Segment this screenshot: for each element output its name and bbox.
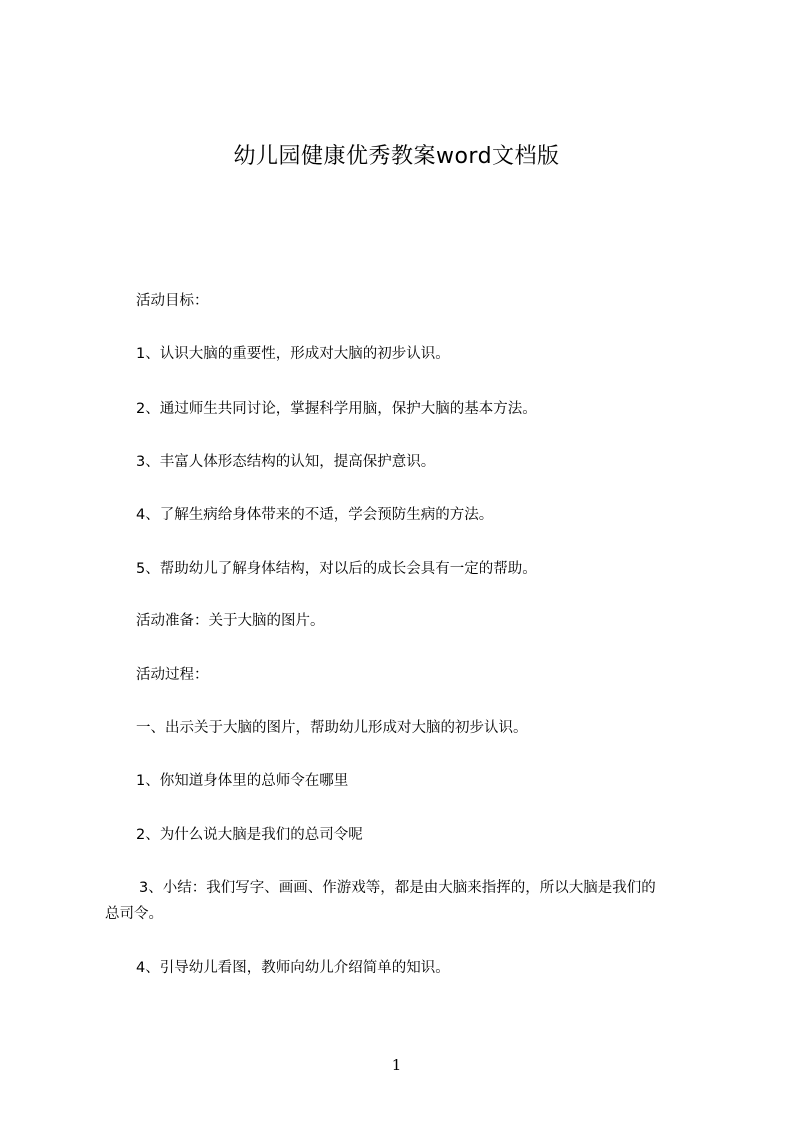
paragraph: 3、小结：我们写字、画画、作游戏等，都是由大脑来指挥的，所以大脑是我们的: [139, 880, 656, 896]
paragraph: 活动过程：: [136, 667, 209, 683]
paragraph: 活动目标：: [136, 293, 209, 309]
paragraph: 一、出示关于大脑的图片，帮助幼儿形成对大脑的初步认识。: [136, 720, 528, 736]
paragraph: 2、通过师生共同讨论，掌握科学用脑，保护大脑的基本方法。: [136, 401, 537, 417]
paragraph: 1、认识大脑的重要性，形成对大脑的初步认识。: [136, 346, 450, 362]
document-title: 幼儿园健康优秀教案word文档版: [233, 144, 560, 169]
paragraph: 5、帮助幼儿了解身体结构，对以后的成长会具有一定的帮助。: [136, 561, 537, 577]
paragraph: 4、了解生病给身体带来的不适，学会预防生病的方法。: [136, 507, 494, 523]
paragraph: 活动准备：关于大脑的图片。: [136, 613, 325, 629]
paragraph: 1、你知道身体里的总师令在哪里: [136, 773, 349, 789]
paragraph-continuation: 总司令。: [105, 906, 163, 922]
paragraph: 2、为什么说大脑是我们的总司令呢: [136, 827, 363, 843]
paragraph: 3、丰富人体形态结构的认知，提高保护意识。: [136, 454, 436, 470]
page-number: 1: [391, 1056, 402, 1074]
paragraph: 4、引导幼儿看图，教师向幼儿介绍简单的知识。: [136, 960, 450, 976]
